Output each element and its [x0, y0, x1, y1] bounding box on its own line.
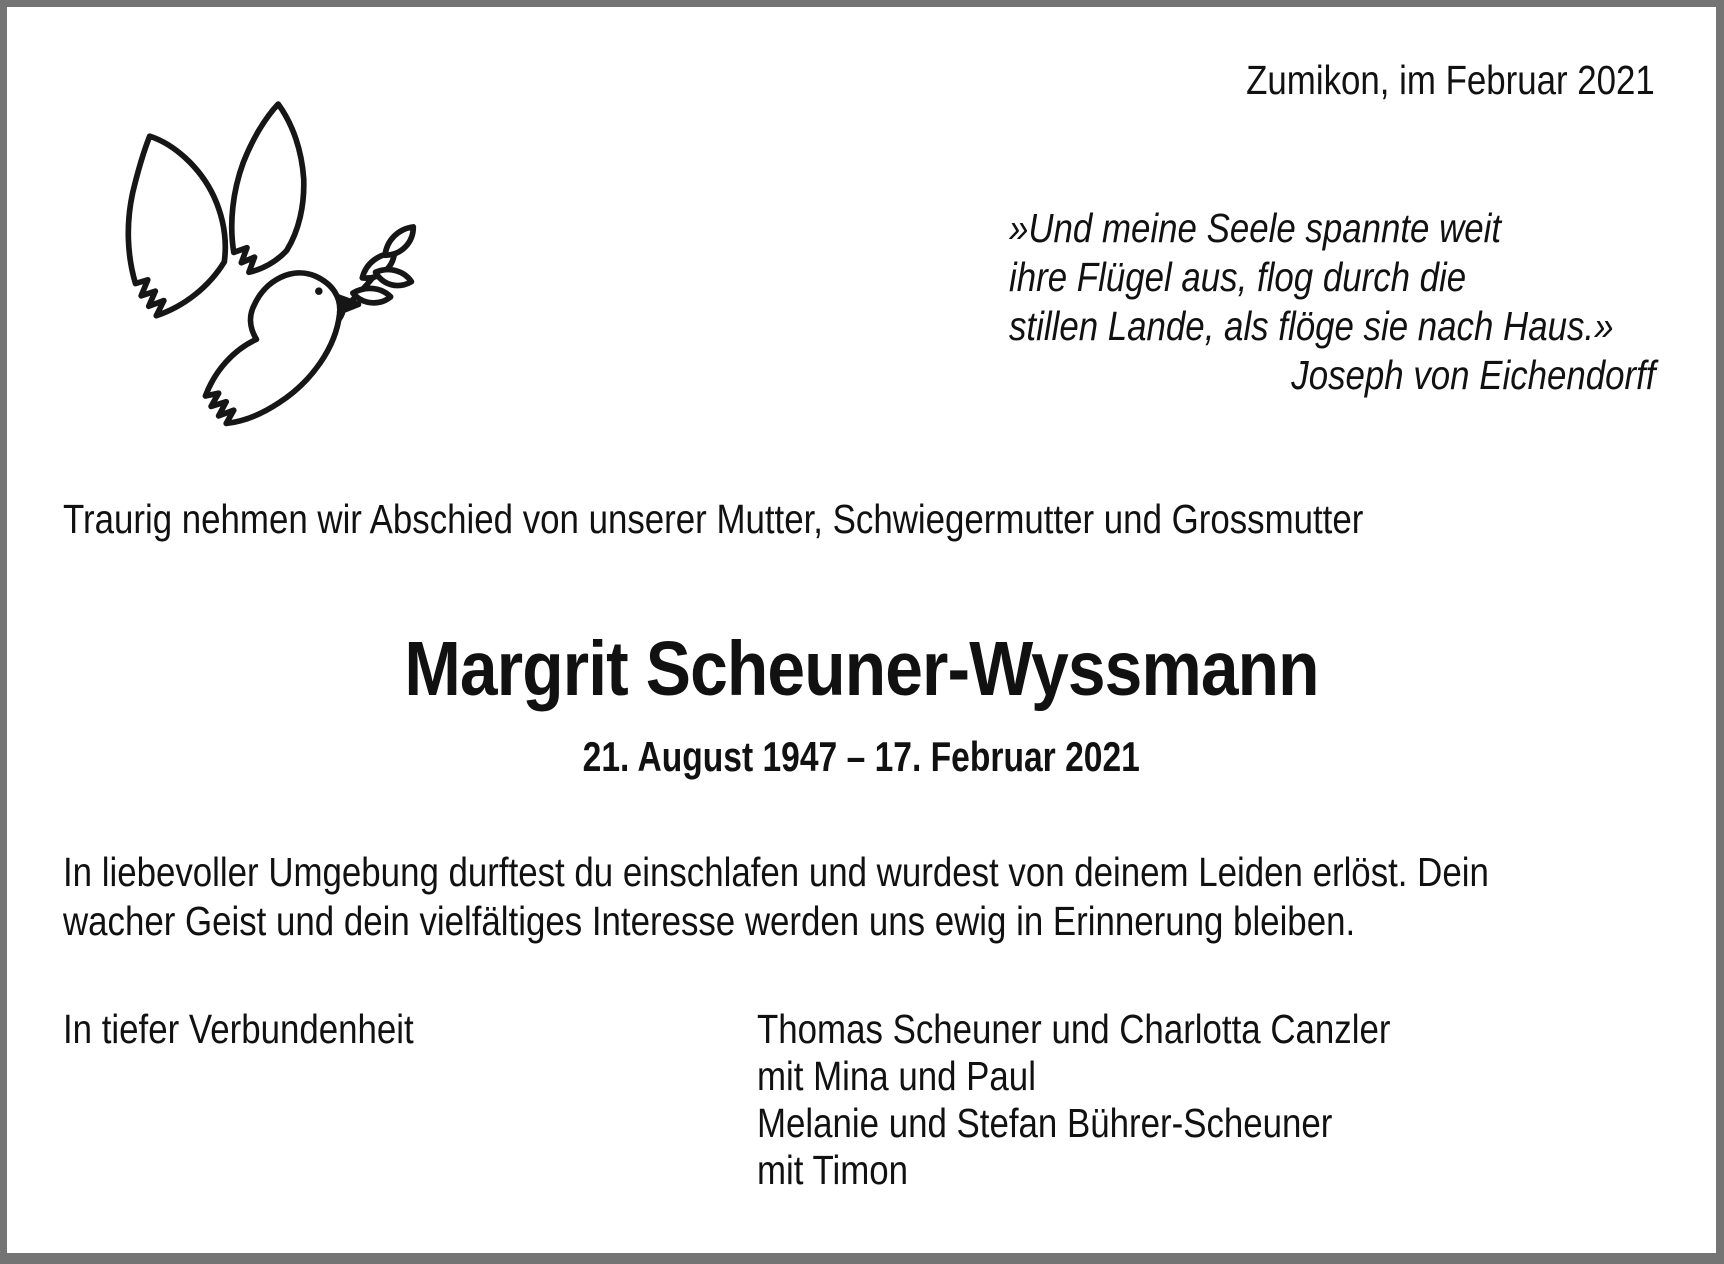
quote-line: »Und meine Seele spannte weit: [1009, 205, 1502, 251]
dove-eye: [315, 287, 323, 295]
body-line: In liebevoller Umgebung durftest du einschlafen und wurdest von deinem Leiden erlöst. Dein: [63, 849, 1489, 895]
closing-salutation: In tiefer Verbundenheit: [63, 1006, 414, 1052]
dateline: [1174, 58, 1655, 103]
family-line: Thomas Scheuner und Charlotta Canzler: [757, 1006, 1391, 1052]
family-line: Melanie und Stefan Bührer-Scheuner: [757, 1100, 1333, 1146]
life-dates: 21. August 1947 – 17. Februar 2021: [582, 733, 1141, 780]
obituary-page: [7, 7, 1716, 1253]
quote-line: ihre Flügel aus, flog durch die: [1009, 254, 1467, 300]
body-paragraph: [63, 848, 1724, 946]
dateline-text: Zumikon, im Februar 2021: [1246, 57, 1655, 103]
poem-quote: [1009, 204, 1655, 400]
body-line: wacher Geist und dein vielfältiges Interesse werden uns ewig in Erinnerung bleiben.: [63, 898, 1356, 944]
intro-line: Traurig nehmen wir Abschied von unserer Mutter, Schwiegermutter und Grossmutter: [63, 496, 1364, 542]
dove-body: [205, 273, 339, 423]
family-line: mit Timon: [757, 1147, 909, 1193]
family-names: [757, 1006, 1502, 1194]
deceased-name: Margrit Scheuner-Wyssmann: [404, 626, 1319, 712]
dove-far-wing: [128, 136, 225, 316]
dove-icon: [55, 53, 439, 431]
family-line: mit Mina und Paul: [757, 1053, 1036, 1099]
quote-line: stillen Lande, als flöge sie nach Haus.»: [1009, 303, 1614, 349]
quote-author: Joseph von Eichendorff: [1290, 352, 1655, 398]
dove-near-wing: [232, 104, 304, 272]
